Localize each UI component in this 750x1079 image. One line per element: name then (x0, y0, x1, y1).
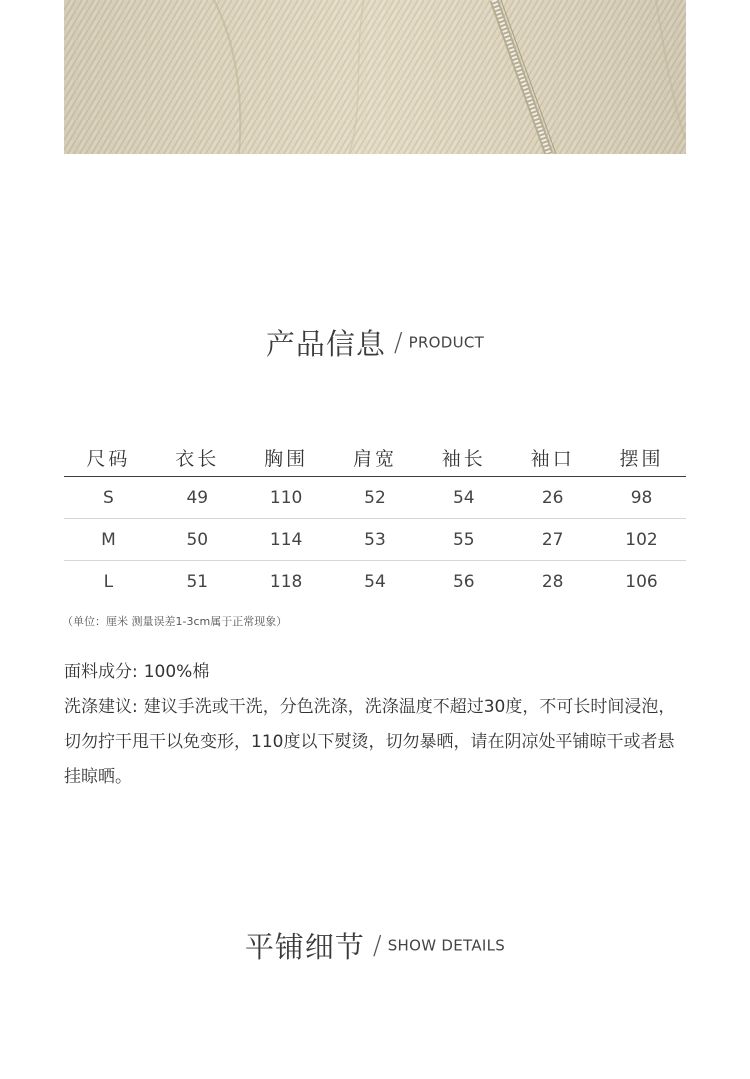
size-table (64, 438, 686, 602)
washing-label: 洗涤建议: (64, 697, 138, 717)
table-cell: 98 (630, 487, 653, 508)
table-cell: S (103, 487, 114, 508)
header-length: 衣长 (153, 438, 242, 477)
washing-line (64, 690, 688, 795)
table-cell: 106 (597, 561, 686, 603)
header-size: 尺码 (64, 438, 153, 477)
table-cell: 53 (331, 519, 420, 561)
table-cell: 56 (419, 561, 508, 603)
table-cell: 26 (541, 487, 564, 508)
table-cell: 51 (153, 561, 242, 603)
table-row (64, 519, 686, 561)
table-cell: 55 (419, 519, 508, 561)
table-cell: 28 (508, 561, 597, 603)
header-sleeve-length: 袖长 (419, 438, 508, 477)
table-cell: 27 (508, 519, 597, 561)
table-cell: 50 (153, 519, 242, 561)
show-details-heading (0, 925, 750, 966)
product-info-heading (0, 322, 750, 363)
table-cell: 52 (364, 487, 386, 508)
table-cell: L (64, 561, 153, 603)
table-cell: M (64, 519, 153, 561)
header-shoulder: 肩宽 (331, 438, 420, 477)
fabric-line (64, 655, 688, 690)
table-row (64, 477, 686, 519)
washing-value: 建议手洗或干洗，分色洗涤，洗涤温度不超过30度，不可长时间浸泡，切勿拧干甩干以免变形，110度以下熨烫，切勿暴晒，请在阴凉处平铺晾干或者悬挂晾晒。 (64, 697, 676, 787)
fabric-label: 面料成分: (64, 662, 138, 682)
size-table-header-row (64, 438, 686, 477)
care-info (64, 655, 688, 795)
table-cell: 110 (269, 487, 303, 508)
details-heading-en: SHOW DETAILS (387, 936, 506, 955)
details-heading-slash: / (372, 930, 382, 961)
table-cell: 54 (452, 487, 475, 508)
fabric-value: 100%棉 (143, 662, 210, 682)
unit-note: （单位：厘米 测量误差1-3cm属于正常现象） (62, 615, 288, 628)
product-heading-slash: / (393, 327, 403, 358)
table-cell: 118 (242, 561, 331, 603)
table-cell: 54 (331, 561, 420, 603)
product-heading-cn: 产品信息 (265, 327, 386, 361)
table-row (64, 561, 686, 603)
header-chest: 胸围 (242, 438, 331, 477)
table-cell: 114 (242, 519, 331, 561)
header-hem: 摆围 (597, 438, 686, 477)
table-cell: 102 (597, 519, 686, 561)
product-fabric-photo (64, 0, 686, 154)
product-heading-en: PRODUCT (408, 333, 485, 352)
details-heading-cn: 平铺细节 (244, 930, 365, 964)
header-cuff: 袖口 (508, 438, 597, 477)
table-cell: 49 (186, 487, 209, 508)
